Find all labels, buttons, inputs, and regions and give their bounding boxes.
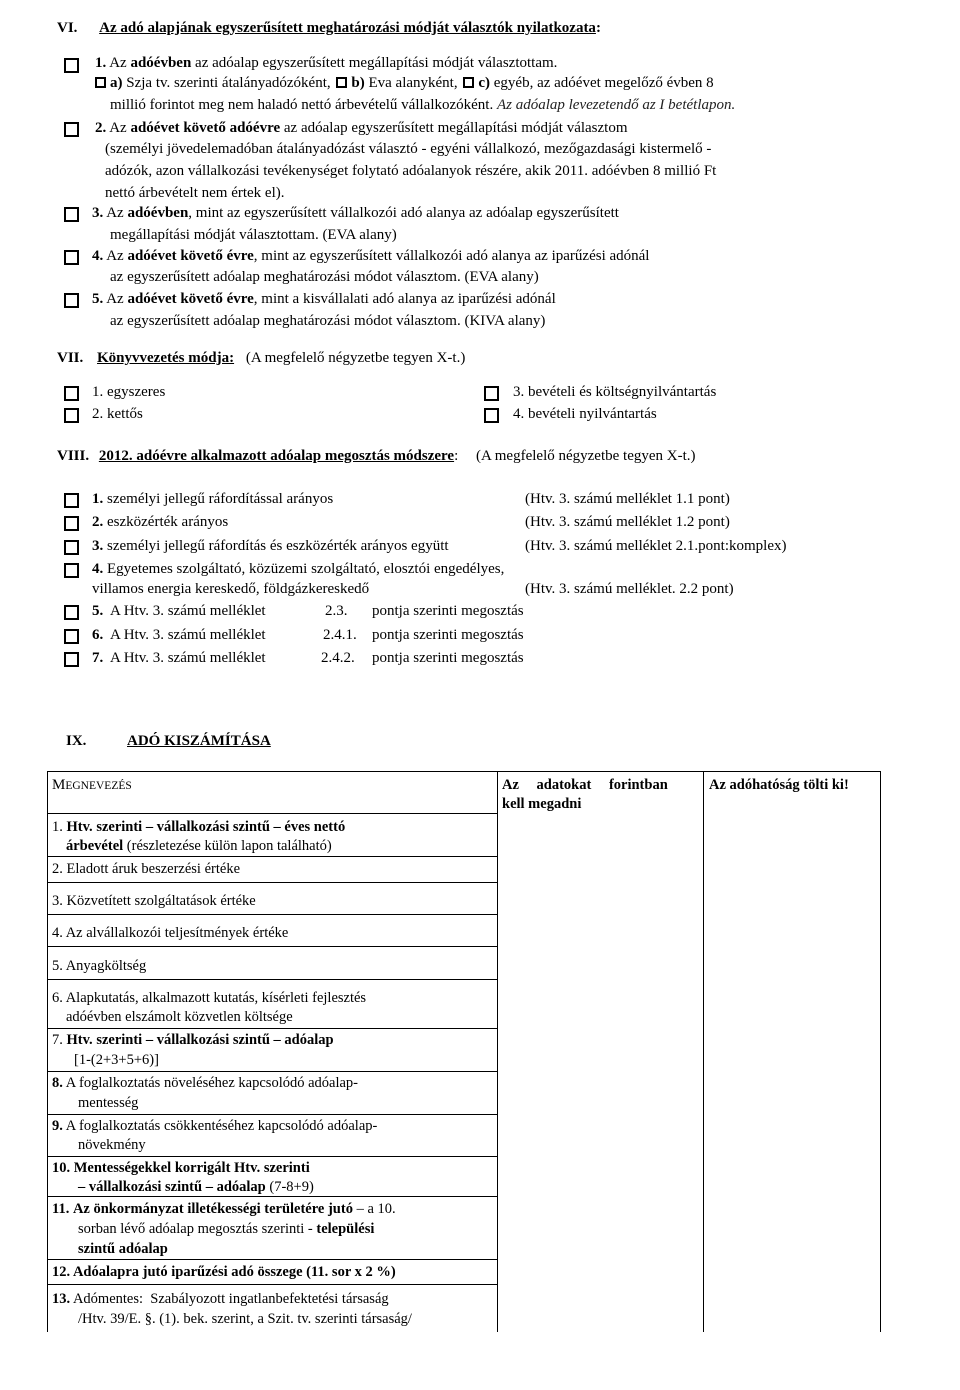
section-number: VIII. — [57, 448, 90, 464]
checkbox-viii-3[interactable] — [64, 540, 79, 555]
row-5: 5. Anyagköltség — [52, 958, 147, 974]
reference: (Htv. 3. számú melléklet 1.2 pont) — [525, 514, 730, 530]
section-title: 2012. adóévre alkalmazott adóalap megosztás módszere — [98, 448, 455, 464]
col-header-amount-line2: kell megadni — [502, 796, 582, 812]
row-2: 2. Eladott áruk beszerzési értéke — [52, 861, 241, 877]
reference: 2.3. — [325, 603, 348, 619]
option-vi-1-line3: millió forintot meg nem haladó nettó árbevételű vállalkozóként. Az adóalap levezetendő az I betétlapon. — [110, 97, 736, 113]
option-vii-1: 1. egyszeres — [92, 384, 166, 400]
checkbox-viii-1[interactable] — [64, 493, 79, 508]
option-vi-4-line2: az egyszerűsített adóalap meghatározási módot választom. (EVA alany) — [110, 269, 539, 285]
option-viii-7: 7. A Htv. 3. számú melléklet — [92, 650, 266, 666]
row-8: 8. A foglalkoztatás növeléséhez kapcsolódó adóalap- — [52, 1075, 359, 1091]
row-6-line2: adóévben elszámolt közvetlen költsége — [66, 1009, 293, 1025]
reference: 2.4.1. — [323, 627, 357, 643]
checkbox-viii-7[interactable] — [64, 652, 79, 667]
section-viii-heading: VIII. 2012. adóévre alkalmazott adóalap megosztás módszere: (A megfelelő négyzetbe tegyen X-t.) — [57, 448, 696, 464]
checkbox-vi-2[interactable] — [64, 122, 79, 137]
row-4: 4. Az alvállalkozói teljesítmények értéke — [52, 925, 289, 941]
section-ix-title: ADÓ KISZÁMÍTÁSA — [127, 733, 271, 749]
checkbox-viii-5[interactable] — [64, 605, 79, 620]
section-number: VII. — [57, 350, 84, 366]
row-1: 1. Htv. szerinti – vállalkozási szintű – éves nettó — [52, 819, 346, 835]
row-8-line2: mentesség — [78, 1095, 139, 1111]
checkbox-vi-3[interactable] — [64, 207, 79, 222]
row-11-line2: sorban lévő adóalap megosztás szerinti - települési — [78, 1221, 375, 1237]
section-vi-heading: VI. Az adó alapjának egyszerűsített meghatározási módját választók nyilatkozata: — [57, 20, 601, 36]
row-13-line2: /Htv. 39/E. §. (1). bek. szerint, a Szit. tv. szerinti társaság/ — [78, 1311, 412, 1327]
row-11: 11. Az önkormányzat illetékességi területére jutó – a 10. — [52, 1201, 396, 1217]
option-viii-2: 2. eszközérték arányos — [92, 514, 229, 530]
section-number: VI. — [57, 20, 78, 36]
checkbox-viii-2[interactable] — [64, 516, 79, 531]
row-7: 7. Htv. szerinti – vállalkozási szintű – adóalap — [52, 1032, 334, 1048]
option-viii-1: 1. személyi jellegű ráfordítással arányos — [92, 491, 334, 507]
row-6: 6. Alapkutatás, alkalmazott kutatás, kísérleti fejlesztés — [52, 990, 367, 1006]
option-vi-2: 2. Az adóévet követő adóévre az adóalap egyszerűsített megállapítási módját választom — [95, 120, 628, 136]
section-ix-number: IX. — [66, 733, 87, 749]
option-vi-1-suboptions: a) Szja tv. szerinti átalányadózóként, b) Eva alanyként, c) egyéb, az adóévet megelőző évben 8 — [95, 75, 714, 92]
section-title: Könyvvezetés módja: — [97, 350, 235, 366]
row-1-line2: árbevétel (részletezése külön lapon található) — [66, 838, 332, 854]
option-viii-5: 5. A Htv. 3. számú melléklet — [92, 603, 266, 619]
section-title: Az adó alapjának egyszerűsített meghatározási módját választók nyilatkozata — [99, 20, 596, 36]
col-header-megnevezes: MEGNEVEZÉS — [52, 777, 132, 793]
row-13: 13. Adómentes: Szabályozott ingatlanbefektetési társaság — [52, 1291, 389, 1307]
checkbox-vii-4[interactable] — [484, 408, 499, 423]
option-vi-3: 3. Az adóévben, mint az egyszerűsített vállalkozói adó alanya az adóalap egyszerűsített — [92, 205, 619, 221]
option-viii-4-line2: villamos energia kereskedő, földgázkereskedő — [92, 581, 370, 597]
checkbox-vii-1[interactable] — [64, 386, 79, 401]
section-vii-heading — [57, 350, 465, 367]
option-vi-1: 1. Az adóévben az adóalap egyszerűsített megállapítási módját választottam. — [95, 55, 558, 71]
col-header-authority: Az adóhatóság tölti ki! — [709, 777, 849, 793]
option-vi-2-line3: adózók, azon vállalkozási tevékenységet folytató adóalanyok részére, akik 2011. adóévben 8 millió Ft — [105, 163, 717, 179]
option-vi-2-line2: (személyi jövedelemadóban átalányadózást választó - egyéni vállalkozó, mezőgazdasági kistermelő - — [105, 141, 712, 157]
checkbox-vi-1a[interactable] — [95, 77, 106, 88]
option-vi-2-line4: nettó árbevételt nem értek el). — [105, 185, 285, 201]
checkbox-vi-4[interactable] — [64, 250, 79, 265]
reference: (Htv. 3. számú melléklet. 2.2 pont) — [525, 581, 734, 597]
row-7-line2: [1-(2+3+5+6)] — [74, 1052, 159, 1068]
row-11-line3: szintű adóalap — [78, 1241, 168, 1257]
row-9-line2: növekmény — [78, 1137, 146, 1153]
section-hint: (A megfelelő négyzetbe tegyen X-t.) — [476, 448, 696, 464]
note-italic: Az adóalap levezetendő az I betétlapon. — [496, 97, 736, 113]
checkbox-vi-1[interactable] — [64, 58, 79, 73]
reference: (Htv. 3. számú melléklet 2.1.pont:komplex) — [525, 538, 787, 554]
option-viii-3: 3. személyi jellegű ráfordítás és eszközérték arányos együtt — [92, 538, 449, 554]
checkbox-vi-5[interactable] — [64, 293, 79, 308]
reference: 2.4.2. — [321, 650, 355, 666]
row-9: 9. A foglalkoztatás csökkentéséhez kapcsolódó adóalap- — [52, 1118, 378, 1134]
option-viii-4: 4. Egyetemes szolgáltató, közüzemi szolgáltató, elosztói engedélyes, — [92, 561, 505, 577]
col-header-amount: Az adatokat forintban — [502, 777, 668, 793]
checkbox-viii-4[interactable] — [64, 563, 79, 578]
row-3: 3. Közvetített szolgáltatások értéke — [52, 893, 256, 909]
row-10: 10. Mentességekkel korrigált Htv. szerinti — [52, 1160, 310, 1176]
option-vii-4: 4. bevételi nyilvántartás — [513, 406, 657, 422]
option-vi-5-line2: az egyszerűsített adóalap meghatározási módot választom. (KIVA alany) — [110, 313, 546, 329]
section-hint: (A megfelelő négyzetbe tegyen X-t.) — [245, 350, 466, 366]
option-viii-6: 6. A Htv. 3. számú melléklet — [92, 627, 266, 643]
option-vii-2: 2. kettős — [92, 406, 143, 422]
option-vii-3: 3. bevételi és költségnyilvántartás — [513, 384, 717, 400]
reference: (Htv. 3. számú melléklet 1.1 pont) — [525, 491, 730, 507]
row-12: 12. Adóalapra jutó iparűzési adó összege (11. sor x 2 %) — [52, 1264, 396, 1280]
option-vi-4: 4. Az adóévet követő évre, mint az egyszerűsített vállalkozói adó alanya az iparűzési adónál — [92, 248, 650, 264]
row-10-line2: – vállalkozási szintű – adóalap (7-8+9) — [78, 1179, 314, 1195]
option-vi-3-line2: megállapítási módját választottam. (EVA alany) — [110, 227, 397, 243]
checkbox-vi-1b[interactable] — [336, 77, 347, 88]
option-vi-5: 5. Az adóévet követő évre, mint a kisvállalati adó alanya az iparűzési adónál — [92, 291, 556, 307]
checkbox-vii-2[interactable] — [64, 408, 79, 423]
checkbox-vii-3[interactable] — [484, 386, 499, 401]
checkbox-viii-6[interactable] — [64, 629, 79, 644]
checkbox-vi-1c[interactable] — [463, 77, 474, 88]
